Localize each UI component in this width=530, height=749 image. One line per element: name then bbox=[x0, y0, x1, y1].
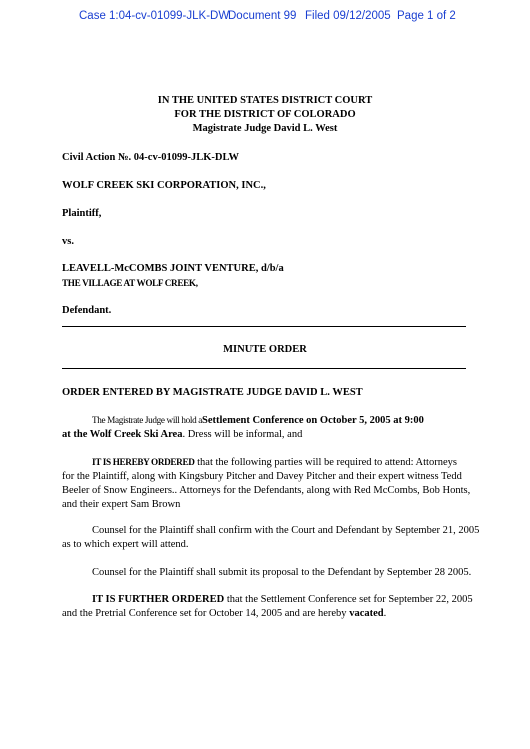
p1-intro: The Magistrate Judge will hold a bbox=[92, 415, 202, 425]
p5-end: . bbox=[383, 608, 387, 619]
court-heading bbox=[0, 94, 530, 136]
p3-line2: as to which expert will attend. bbox=[62, 539, 189, 550]
p5-bold: IT IS FURTHER ORDERED bbox=[92, 594, 225, 605]
p1-rest: . Dress will be informal, and bbox=[182, 429, 303, 440]
page-number: Page 1 of 2 bbox=[397, 10, 456, 22]
paragraph-attendance bbox=[62, 455, 472, 512]
paragraph-expert-confirmation bbox=[62, 524, 480, 552]
versus-label: vs. bbox=[62, 236, 74, 247]
p2-line2: for the Plaintiff, along with Kingsbury Pitcher and Davey Pitcher and their expert witness Tedd bbox=[62, 471, 462, 482]
defendant-role: Defendant. bbox=[62, 305, 112, 316]
paragraph-settlement-conference bbox=[62, 413, 472, 442]
civil-action-number: Civil Action №. 04-cv-01099-JLK-DLW bbox=[62, 152, 239, 163]
paragraph-vacated bbox=[62, 593, 472, 621]
minute-order-title: MINUTE ORDER bbox=[223, 344, 307, 355]
p3-line1: Counsel for the Plaintiff shall confirm with the Court and Defendant by September 21, 2005 bbox=[92, 525, 480, 536]
document-number: Document 99 bbox=[228, 10, 297, 22]
p5-line2: and the Pretrial Conference set for October 14, 2005 and are hereby bbox=[62, 608, 350, 619]
p1-bold-date: Settlement Conference on October 5, 2005 at 9:00 bbox=[202, 415, 424, 426]
p2-line3: Beeler of Snow Engineers.. Attorneys for the Defendants, along with Red McCombs, Bob Honts, bbox=[62, 485, 471, 496]
p2-line4: and their expert Sam Brown bbox=[62, 499, 181, 510]
divider-bottom bbox=[62, 368, 466, 369]
p4-line1: Counsel for the Plaintiff shall submit its proposal to the Defendant by September 28 2005. bbox=[92, 567, 472, 578]
p5-line1: that the Settlement Conference set for September 22, 2005 bbox=[224, 594, 473, 605]
paragraph-proposal bbox=[62, 566, 472, 580]
defendant-name-line1: LEAVELL-McCOMBS JOINT VENTURE, d/b/a bbox=[62, 263, 284, 274]
plaintiff-role: Plaintiff, bbox=[62, 208, 102, 219]
p5-vacated: vacated bbox=[349, 608, 384, 619]
court-name: IN THE UNITED STATES DISTRICT COURT bbox=[157, 95, 373, 106]
defendant-name-line2: THE VILLAGE AT WOLF CREEK, bbox=[62, 278, 198, 288]
case-number: Case 1:04-cv-01099-JLK-DW bbox=[79, 10, 230, 22]
magistrate-judge: Magistrate Judge David L. West bbox=[192, 123, 338, 134]
order-heading: ORDER ENTERED BY MAGISTRATE JUDGE DAVID L. WEST bbox=[62, 387, 363, 398]
divider-top bbox=[62, 326, 466, 327]
p2-line1: that the following parties will be required to attend: Attorneys bbox=[194, 457, 457, 468]
filed-date: Filed 09/12/2005 bbox=[305, 10, 391, 22]
p1-bold-location: at the Wolf Creek Ski Area bbox=[62, 429, 183, 440]
plaintiff-name: WOLF CREEK SKI CORPORATION, INC., bbox=[62, 180, 266, 191]
p2-bold: IT IS HEREBY ORDERED bbox=[92, 457, 195, 467]
court-district: FOR THE DISTRICT OF COLORADO bbox=[174, 109, 356, 120]
